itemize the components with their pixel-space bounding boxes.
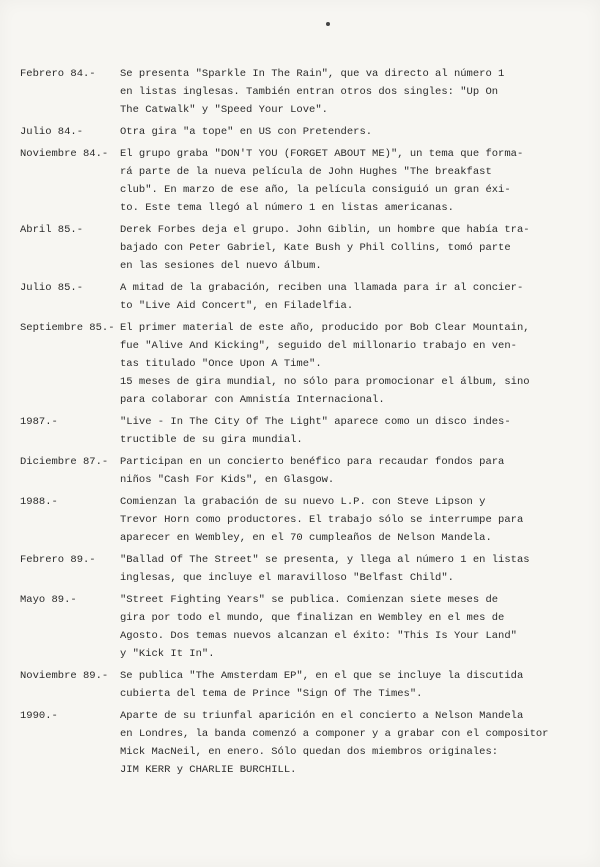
entry-text bbox=[120, 413, 580, 449]
text-line: to. Este tema llegó al número 1 en listas americanas. bbox=[120, 202, 454, 214]
entry-text bbox=[120, 145, 580, 217]
entry-date: Noviembre 89.- bbox=[20, 670, 109, 682]
text-line: y "Kick It In". bbox=[120, 648, 215, 660]
text-line: The Catwalk" y "Speed Your Love". bbox=[120, 104, 328, 116]
entry-date: 1990.- bbox=[20, 710, 58, 722]
chronology-entry bbox=[20, 65, 580, 119]
text-line: tas titulado "Once Upon A Time". bbox=[120, 358, 322, 370]
entry-text bbox=[120, 123, 580, 141]
text-line: fue "Alive And Kicking", seguido del millonario trabajo en ven- bbox=[120, 340, 517, 352]
text-line: en Londres, la banda comenzó a componer y a grabar con el compositor bbox=[120, 728, 549, 740]
entry-date: Septiembre 85.- bbox=[20, 322, 115, 334]
text-line: Trevor Horn como productores. El trabajo sólo se interrumpe para bbox=[120, 514, 524, 526]
entry-text bbox=[120, 493, 580, 547]
entry-text bbox=[120, 319, 580, 409]
entry-date: Julio 84.- bbox=[20, 126, 84, 138]
chronology-entry bbox=[20, 453, 580, 489]
entry-date: Diciembre 87.- bbox=[20, 456, 109, 468]
entry-date: 1988.- bbox=[20, 496, 58, 508]
text-line: Participan en un concierto benéfico para recaudar fondos para bbox=[120, 456, 505, 468]
entry-date: Julio 85.- bbox=[20, 282, 84, 294]
text-line: rá parte de la nueva película de John Hughes "The breakfast bbox=[120, 166, 492, 178]
chronology-entry bbox=[20, 279, 580, 315]
text-line: tructible de su gira mundial. bbox=[120, 434, 303, 446]
text-line: Se publica "The Amsterdam EP", en el que se incluye la discutida bbox=[120, 670, 524, 682]
entry-text bbox=[120, 65, 580, 119]
chronology-entry bbox=[20, 413, 580, 449]
text-line: en listas inglesas. También entran otros dos singles: "Up On bbox=[120, 86, 499, 98]
text-line: Mick MacNeil, en enero. Sólo quedan dos miembros originales: bbox=[120, 746, 499, 758]
chronology-entry bbox=[20, 221, 580, 275]
text-line: en las sesiones del nuevo álbum. bbox=[120, 260, 322, 272]
text-line: bajado con Peter Gabriel, Kate Bush y Phil Collins, tomó parte bbox=[120, 242, 511, 254]
entry-date: 1987.- bbox=[20, 416, 58, 428]
entry-date: Noviembre 84.- bbox=[20, 148, 109, 160]
page-mark bbox=[326, 22, 330, 26]
text-line: para colaborar con Amnistía Internacional. bbox=[120, 394, 385, 406]
entry-text bbox=[120, 279, 580, 315]
text-line: "Live - In The City Of The Light" aparece como un disco indes- bbox=[120, 416, 511, 428]
text-line: "Ballad Of The Street" se presenta, y llega al número 1 en listas bbox=[120, 554, 530, 566]
text-line: El grupo graba "DON'T YOU (FORGET ABOUT ME)", un tema que forma- bbox=[120, 148, 524, 160]
text-line: "Street Fighting Years" se publica. Comienzan siete meses de bbox=[120, 594, 499, 606]
text-line: Se presenta "Sparkle In The Rain", que va directo al número 1 bbox=[120, 68, 505, 80]
text-line: El primer material de este año, producido por Bob Clear Mountain, bbox=[120, 322, 530, 334]
text-line: Aparte de su triunfal aparición en el concierto a Nelson Mandela bbox=[120, 710, 524, 722]
text-line: gira por todo el mundo, que finalizan en Wembley en el mes de bbox=[120, 612, 505, 624]
entry-text bbox=[120, 667, 580, 703]
text-line: A mitad de la grabación, reciben una llamada para ir al concier- bbox=[120, 282, 524, 294]
entry-date: Mayo 89.- bbox=[20, 594, 77, 606]
entry-date: Febrero 84.- bbox=[20, 68, 96, 80]
text-line: Agosto. Dos temas nuevos alcanzan el éxito: "This Is Your Land" bbox=[120, 630, 517, 642]
entry-date: Abril 85.- bbox=[20, 224, 84, 236]
text-line: inglesas, que incluye el maravilloso "Belfast Child". bbox=[120, 572, 454, 584]
chronology-entry bbox=[20, 551, 580, 587]
text-line: club". En marzo de ese año, la película consiguió un gran éxi- bbox=[120, 184, 511, 196]
text-line: niños "Cash For Kids", en Glasgow. bbox=[120, 474, 335, 486]
text-line: JIM KERR y CHARLIE BURCHILL. bbox=[120, 764, 297, 776]
entry-text bbox=[120, 551, 580, 587]
entry-text bbox=[120, 707, 580, 779]
entry-text bbox=[120, 221, 580, 275]
chronology-list bbox=[20, 65, 580, 783]
chronology-entry bbox=[20, 591, 580, 663]
chronology-entry bbox=[20, 145, 580, 217]
chronology-entry bbox=[20, 493, 580, 547]
text-line: cubierta del tema de Prince "Sign Of The Times". bbox=[120, 688, 423, 700]
entry-date: Febrero 89.- bbox=[20, 554, 96, 566]
text-line: Comienzan la grabación de su nuevo L.P. con Steve Lipson y bbox=[120, 496, 486, 508]
chronology-entry bbox=[20, 123, 580, 141]
chronology-entry bbox=[20, 319, 580, 409]
text-line: aparecer en Wembley, en el 70 cumpleaños de Nelson Mandela. bbox=[120, 532, 492, 544]
chronology-entry bbox=[20, 667, 580, 703]
text-line: to "Live Aid Concert", en Filadelfia. bbox=[120, 300, 354, 312]
entry-text bbox=[120, 453, 580, 489]
text-line: Otra gira "a tope" en US con Pretenders. bbox=[120, 126, 373, 138]
text-line: Derek Forbes deja el grupo. John Giblin, un hombre que había tra- bbox=[120, 224, 530, 236]
entry-text bbox=[120, 591, 580, 663]
chronology-entry bbox=[20, 707, 580, 779]
text-line: 15 meses de gira mundial, no sólo para promocionar el álbum, sino bbox=[120, 376, 530, 388]
